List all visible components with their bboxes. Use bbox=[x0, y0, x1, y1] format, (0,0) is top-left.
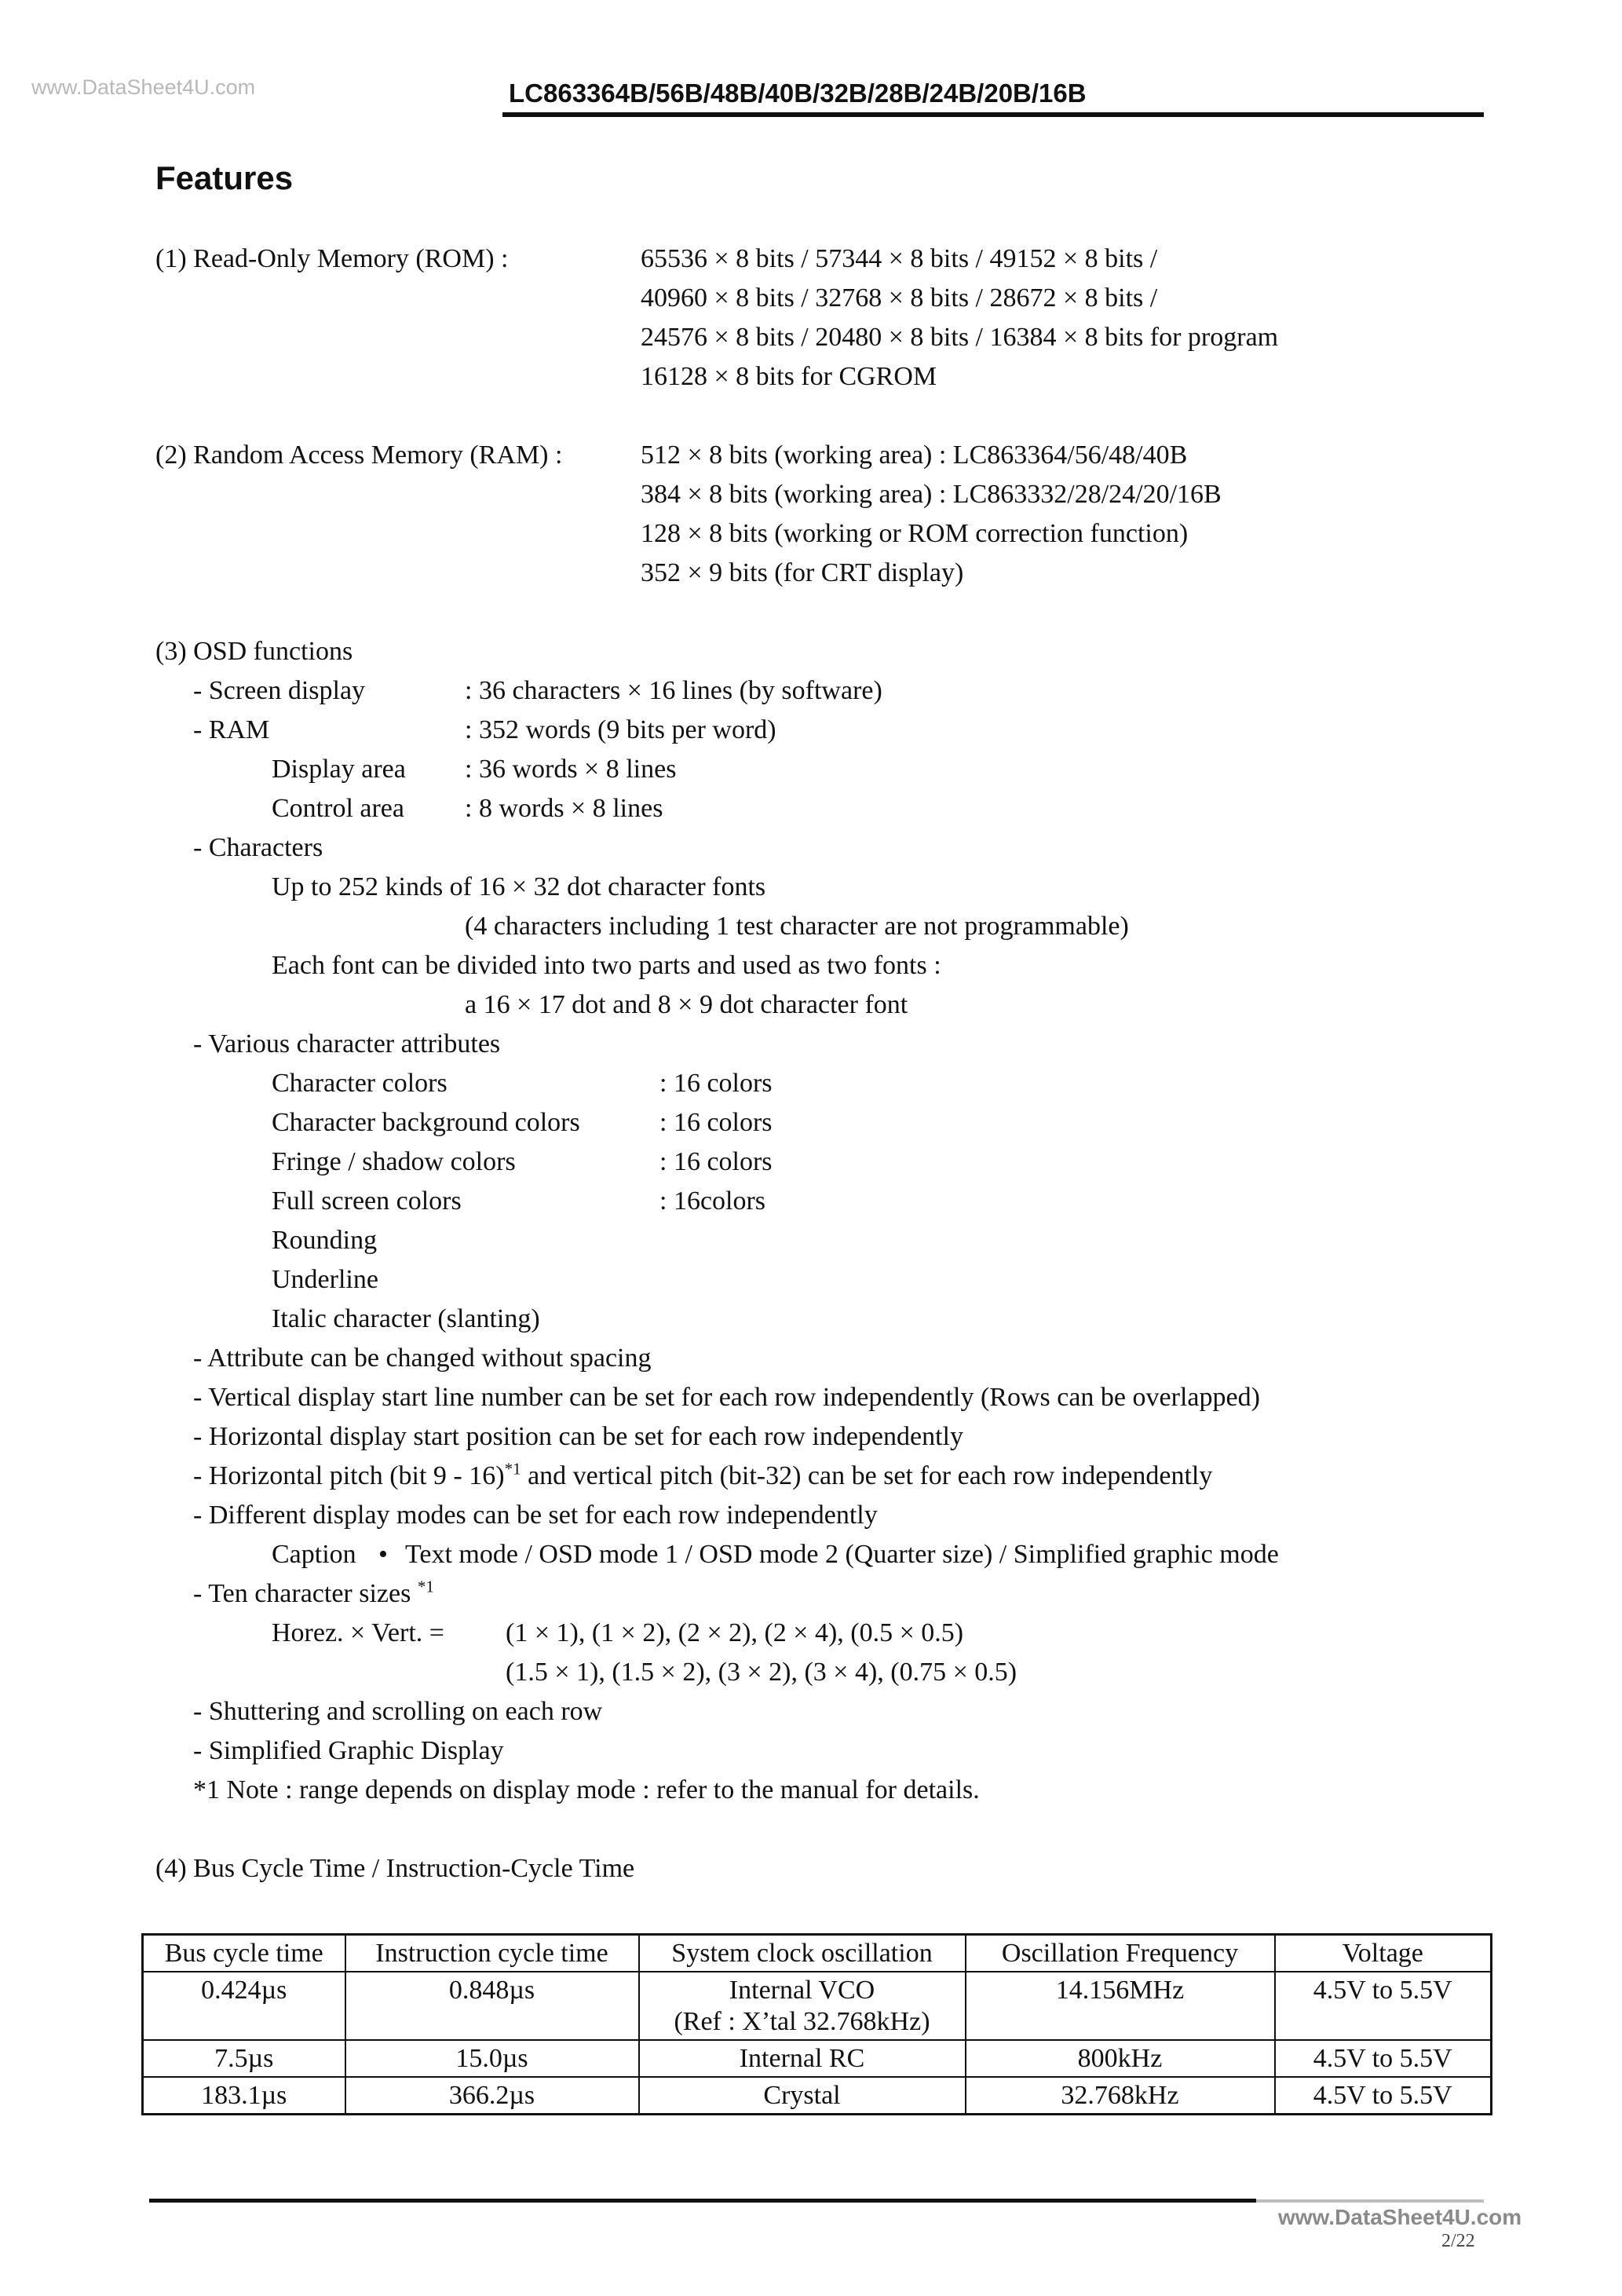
osd-pitch-post: and vertical pitch (bit-32) can be set for each row independently bbox=[521, 1461, 1213, 1490]
rom-line: 16128 × 8 bits for CGROM bbox=[641, 362, 937, 391]
bus-heading: (4) Bus Cycle Time / Instruction-Cycle Time bbox=[155, 1854, 635, 1883]
osd-char-fonts: Up to 252 kinds of 16 × 32 dot character fonts bbox=[272, 872, 766, 901]
column-header: Bus cycle time bbox=[143, 1935, 345, 1972]
osd-char-sizes bbox=[193, 1578, 434, 1610]
section-heading: Features bbox=[155, 159, 294, 196]
table-row bbox=[143, 1972, 1492, 2040]
sizes-label: Horez. × Vert. = bbox=[272, 1618, 444, 1647]
voltage-cell: 4.5V to 5.5V bbox=[1275, 1972, 1492, 2040]
osd-display-area-label: Display area bbox=[272, 755, 406, 784]
bullet-icon: • bbox=[378, 1540, 388, 1569]
attribute-value: : 16colors bbox=[659, 1186, 766, 1216]
rom-line: 65536 × 8 bits / 57344 × 8 bits / 49152 × 8 bits / bbox=[641, 244, 1158, 273]
osd-characters-label: - Characters bbox=[193, 833, 323, 862]
table-header-row bbox=[143, 1935, 1492, 1972]
column-header: System clock oscillation bbox=[639, 1935, 966, 1972]
osd-char-note: (4 characters including 1 test character are not programmable) bbox=[465, 912, 1129, 941]
attribute-value: : 16 colors bbox=[659, 1069, 773, 1098]
ram-line: 128 × 8 bits (working or ROM correction function) bbox=[641, 519, 1189, 548]
ram-line: 512 × 8 bits (working area) : LC863364/56/48/40B bbox=[641, 441, 1188, 470]
osd-control-area-value: : 8 words × 8 lines bbox=[465, 794, 663, 823]
frequency-cell: 32.768kHz bbox=[966, 2077, 1275, 2115]
attribute-italic: Italic character (slanting) bbox=[272, 1304, 540, 1333]
ram-line: 384 × 8 bits (working area) : LC863332/28/24/20/16B bbox=[641, 480, 1222, 509]
osd-attr-no-spacing: - Attribute can be changed without spacing bbox=[193, 1344, 652, 1373]
footer-rule-faded bbox=[1256, 2199, 1484, 2203]
column-header: Oscillation Frequency bbox=[966, 1935, 1275, 1972]
attribute-label: Character colors bbox=[272, 1069, 448, 1098]
attribute-underline: Underline bbox=[272, 1265, 378, 1294]
osd-vertical-start: - Vertical display start line number can be set for each row independently (Rows can be overlapped) bbox=[193, 1383, 1260, 1412]
column-header: Voltage bbox=[1275, 1935, 1492, 1972]
frequency-cell: 14.156MHz bbox=[966, 1972, 1275, 2040]
osd-pitch-pre: - Horizontal pitch (bit 9 - 16) bbox=[193, 1461, 505, 1490]
osd-screen-display-label: - Screen display bbox=[193, 676, 366, 705]
rom-line: 40960 × 8 bits / 32768 × 8 bits / 28672 × 8 bits / bbox=[641, 283, 1158, 313]
table-row bbox=[143, 2040, 1492, 2077]
osd-control-area-label: Control area bbox=[272, 794, 404, 823]
caption-label: Caption bbox=[272, 1540, 356, 1569]
ram-label: (2) Random Access Memory (RAM) : bbox=[155, 441, 563, 470]
bus-cycle-cell: 0.424µs bbox=[143, 1972, 345, 2040]
osd-ram-label: - RAM bbox=[193, 715, 270, 744]
sizes-line: (1.5 × 1), (1.5 × 2), (3 × 2), (3 × 4), (0.75 × 0.5) bbox=[506, 1658, 1017, 1687]
table-row bbox=[143, 2077, 1492, 2115]
osd-attributes-label: - Various character attributes bbox=[193, 1029, 501, 1058]
rom-line: 24576 × 8 bits / 20480 × 8 bits / 16384 × 8 bits for program bbox=[641, 323, 1279, 352]
osd-display-modes: - Different display modes can be set for each row independently bbox=[193, 1501, 878, 1530]
osd-footnote: *1 Note : range depends on display mode : refer to the manual for details. bbox=[193, 1775, 980, 1804]
sizes-line: (1 × 1), (1 × 2), (2 × 2), (2 × 4), (0.5 × 0.5) bbox=[506, 1618, 964, 1647]
footnote-marker: *1 bbox=[417, 1577, 434, 1596]
instruction-cycle-cell: 366.2µs bbox=[345, 2077, 639, 2115]
oscillation-type: Internal VCO bbox=[729, 1976, 875, 2005]
osd-char-sizes-text: - Ten character sizes bbox=[193, 1579, 418, 1608]
attribute-label: Fringe / shadow colors bbox=[272, 1147, 516, 1176]
osd-heading: (3) OSD functions bbox=[155, 637, 353, 666]
osd-simplified-graphic: - Simplified Graphic Display bbox=[193, 1736, 504, 1765]
oscillation-cell: Internal RC bbox=[639, 2040, 966, 2077]
attribute-value: : 16 colors bbox=[659, 1108, 773, 1137]
oscillation-ref: (Ref : X’tal 32.768kHz) bbox=[674, 2007, 930, 2036]
bus-cycle-cell: 183.1µs bbox=[143, 2077, 345, 2115]
osd-font-divide-detail: a 16 × 17 dot and 8 × 9 dot character font bbox=[465, 990, 908, 1019]
column-header: Instruction cycle time bbox=[345, 1935, 639, 1972]
voltage-cell: 4.5V to 5.5V bbox=[1275, 2040, 1492, 2077]
document-title: LC863364B/56B/48B/40B/32B/28B/24B/20B/16B bbox=[509, 79, 1087, 108]
attribute-label: Character background colors bbox=[272, 1108, 580, 1137]
rom-label: (1) Read-Only Memory (ROM) : bbox=[155, 244, 509, 273]
osd-display-area-value: : 36 words × 8 lines bbox=[465, 755, 677, 784]
oscillation-cell bbox=[639, 1972, 966, 2040]
osd-shuttering: - Shuttering and scrolling on each row bbox=[193, 1697, 603, 1726]
footer-watermark[interactable]: www.DataSheet4U.com bbox=[1278, 2205, 1522, 2229]
oscillation-cell: Crystal bbox=[639, 2077, 966, 2115]
ram-line: 352 × 9 bits (for CRT display) bbox=[641, 558, 964, 587]
bus-cycle-cell: 7.5µs bbox=[143, 2040, 345, 2077]
osd-screen-display-value: : 36 characters × 16 lines (by software) bbox=[465, 676, 882, 705]
header-rule bbox=[502, 112, 1484, 117]
caption-modes: Text mode / OSD mode 1 / OSD mode 2 (Quarter size) / Simplified graphic mode bbox=[405, 1540, 1279, 1569]
attribute-rounding: Rounding bbox=[272, 1226, 378, 1255]
osd-font-divide: Each font can be divided into two parts and used as two fonts : bbox=[272, 951, 941, 980]
instruction-cycle-cell: 15.0µs bbox=[345, 2040, 639, 2077]
footnote-marker: *1 bbox=[504, 1459, 521, 1479]
voltage-cell: 4.5V to 5.5V bbox=[1275, 2077, 1492, 2115]
footer-rule bbox=[149, 2199, 1256, 2203]
header-watermark[interactable]: www.DataSheet4U.com bbox=[31, 75, 256, 99]
osd-horizontal-start: - Horizontal display start position can be set for each row independently bbox=[193, 1422, 963, 1451]
attribute-value: : 16 colors bbox=[659, 1147, 773, 1176]
bus-cycle-table bbox=[141, 1933, 1492, 2115]
instruction-cycle-cell: 0.848µs bbox=[345, 1972, 639, 2040]
page-number: 2/22 bbox=[1441, 2231, 1475, 2251]
frequency-cell: 800kHz bbox=[966, 2040, 1275, 2077]
osd-pitch bbox=[193, 1461, 1212, 1492]
attribute-label: Full screen colors bbox=[272, 1186, 462, 1216]
osd-ram-value: : 352 words (9 bits per word) bbox=[465, 715, 776, 744]
